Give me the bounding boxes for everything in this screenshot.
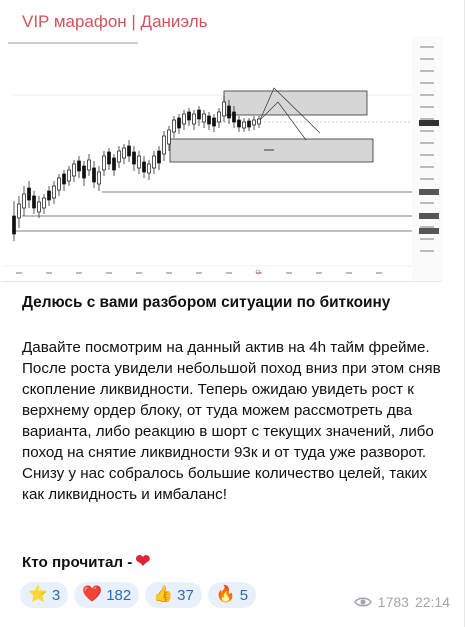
post-title: Делюсь с вами разбором ситуации по биткоину	[22, 294, 391, 311]
eye-icon	[354, 596, 372, 608]
message-time: 22:14	[414, 594, 450, 610]
level-label-2	[419, 213, 439, 219]
reaction-count: 5	[239, 586, 249, 604]
reaction-heart[interactable]	[74, 582, 139, 608]
candles	[13, 96, 261, 241]
views-count: 1783	[377, 594, 409, 610]
upper-order-block	[224, 91, 367, 115]
chart-image[interactable]	[2, 36, 442, 282]
price-scale	[412, 36, 442, 281]
current-price-label	[419, 120, 439, 126]
heart-icon: ❤	[135, 551, 151, 571]
thumbs-up-icon: 👍	[153, 586, 174, 603]
reaction-count: 182	[106, 586, 132, 604]
fire-icon: 🔥	[215, 586, 236, 603]
readers-line	[22, 551, 150, 573]
readers-label: Кто прочитал -	[22, 554, 133, 571]
level-label	[419, 189, 439, 195]
reaction-count: 37	[177, 586, 194, 604]
reaction-thumbs-up[interactable]	[145, 582, 202, 608]
reaction-fire[interactable]	[208, 582, 256, 608]
chart-header	[8, 42, 138, 44]
reaction-star[interactable]	[20, 582, 68, 608]
reactions-bar	[20, 582, 256, 608]
star-icon: ⭐	[28, 586, 48, 603]
message-meta	[354, 594, 450, 610]
time-axis-ticks	[16, 272, 382, 274]
channel-name[interactable]: VIP марафон | Даниэль	[22, 12, 208, 31]
level-label-3	[419, 228, 439, 234]
post-body: Давайте посмотрим на данный актив на 4h тайм фрейме. После роста увидели небольшой поход вниз при этом сняв скопление ликвидности. Теперь ожидаю увидеть рост к верхнему ордер блоку, от туда можем рассмотреть два варианта, либо реакцию в шорт с текущих значений, либо поход на снятие ликвидности 93к и от туда уже разворот. Снизу у нас собралось большие количество целей, таких как ликвидность и имбаланс!	[22, 339, 441, 503]
heart-icon: ❤️	[82, 586, 103, 603]
reaction-count: 3	[51, 586, 61, 604]
candlestick-chart-picture	[2, 36, 442, 281]
